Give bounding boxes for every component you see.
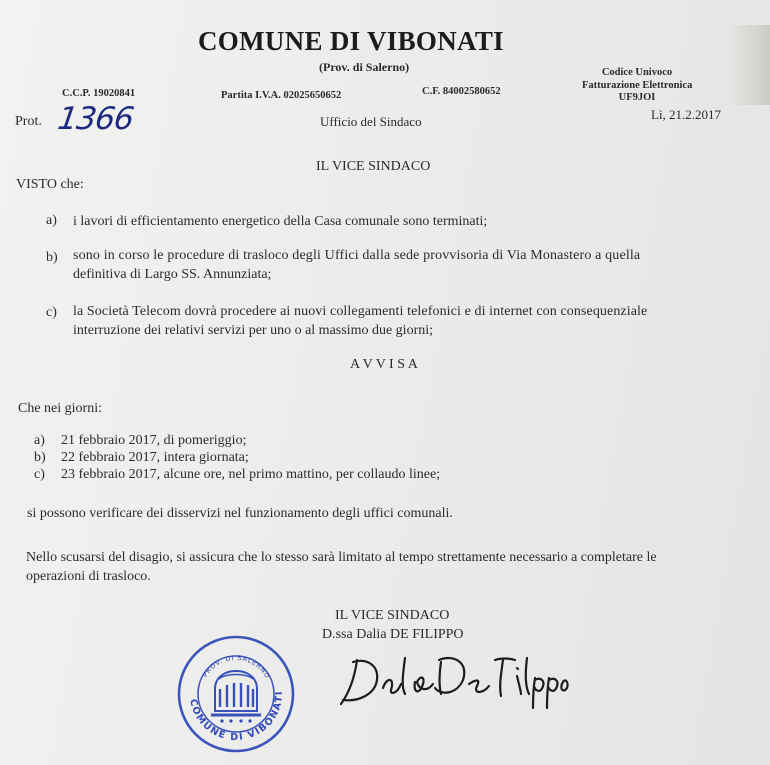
svg-text:COMUNE DI VIBONATI: COMUNE DI VIBONATI: [187, 689, 286, 744]
visto-item-b-line1: sono in corso le procedure di trasloco degli Uffici dalla sede provvisoria di Via Monastero a quella: [73, 248, 641, 263]
tax-code: C.F. 84002580652: [422, 86, 501, 97]
avvisa-heading: A V V I S A: [350, 357, 418, 372]
section-heading: IL VICE SINDACO: [316, 159, 431, 174]
vat-number: Partita I.V.A. 02025650652: [221, 90, 342, 101]
office-name: Ufficio del Sindaco: [320, 114, 422, 129]
visto-item-c-letter: c): [46, 305, 57, 320]
giorno-c-letter: c): [34, 467, 45, 482]
signatory-role: IL VICE SINDACO: [335, 608, 450, 623]
disservizi-text: si possono verificare dei disservizi nel funzionamento degli uffici comunali.: [27, 506, 453, 521]
scuse-line1: Nello scusarsi del disagio, si assicura che lo stesso sarà limitato al tempo strettamente necessario a completare le: [26, 550, 657, 565]
page-edge-shadow: [727, 25, 770, 105]
scuse-line2: operazioni di trasloco.: [26, 569, 151, 584]
billing-code-block: [582, 67, 692, 105]
svg-text:PROV. DI SALERNO: PROV. DI SALERNO: [201, 653, 272, 680]
handwritten-signature: [335, 640, 575, 710]
visto-item-b-letter: b): [46, 250, 58, 265]
document-date: Lì, 21.2.2017: [651, 107, 722, 122]
province-subtitle: (Prov. di Salerno): [319, 60, 410, 74]
giorno-c-text: 23 febbraio 2017, alcune ore, nel primo mattino, per collaudo linee;: [61, 467, 441, 482]
visto-item-c-line2: interruzione dei relativi servizi per uno o al massimo due giorni;: [73, 323, 434, 338]
visto-item-b-line2: definitiva di Largo SS. Annunziata;: [73, 267, 272, 282]
ccp-number: C.C.P. 19020841: [62, 88, 136, 99]
che-nei-giorni-label: Che nei giorni:: [18, 401, 102, 416]
giorno-a-text: 21 febbraio 2017, di pomeriggio;: [61, 433, 247, 448]
protocol-number-handwritten: 1366: [55, 101, 136, 137]
giorno-b-text: 22 febbraio 2017, intera giornata;: [61, 450, 249, 465]
billing-code-value: UF9JOI: [618, 92, 656, 103]
document-title: COMUNE DI VIBONATI: [198, 26, 504, 56]
visto-label: VISTO che:: [16, 177, 84, 192]
giorno-a-letter: a): [34, 433, 45, 448]
visto-item-a-text: i lavori di efficientamento energetico della Casa comunale sono terminati;: [73, 214, 488, 229]
billing-code-line2: Fatturazione Elettronica: [582, 79, 693, 91]
protocol-label: Prot.: [15, 114, 42, 129]
official-seal-stamp: [175, 633, 297, 755]
billing-code-line1: Codice Univoco: [601, 67, 673, 78]
visto-item-c-line1: la Società Telecom dovrà procedere ai nuovi collegamenti telefonici e di internet con consequenziale: [73, 304, 648, 319]
giorno-b-letter: b): [34, 450, 46, 465]
visto-item-a-letter: a): [46, 213, 57, 228]
signatory-name: D.ssa Dalia DE FILIPPO: [322, 627, 464, 642]
